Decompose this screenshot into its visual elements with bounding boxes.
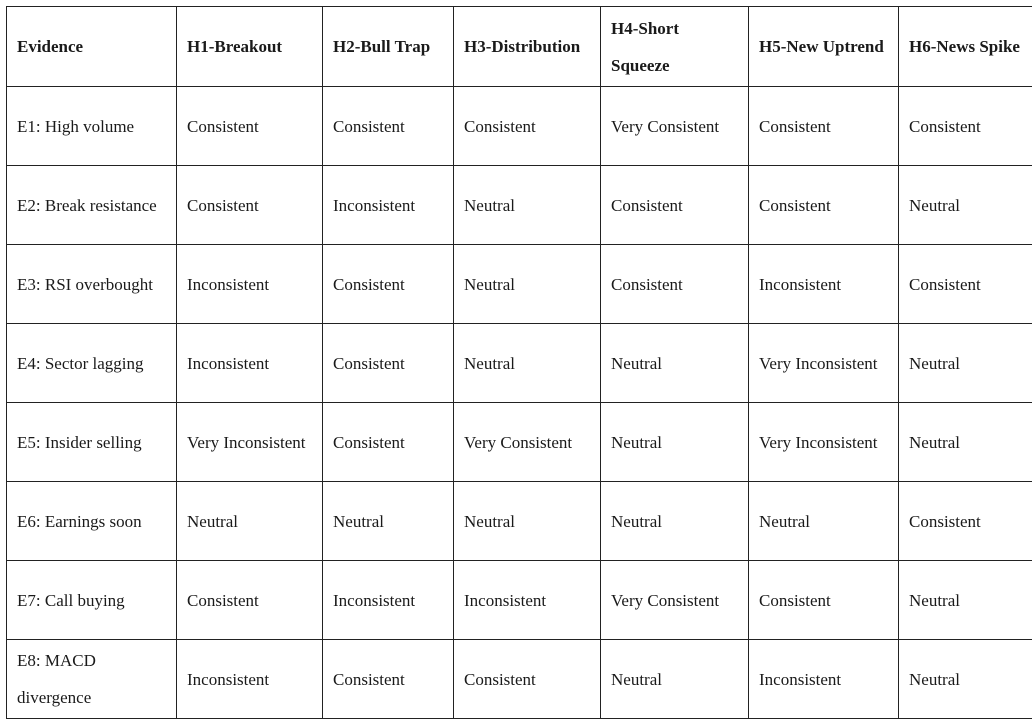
rating-cell: Neutral: [899, 640, 1032, 719]
column-header-h4: H4-Short Squeeze: [601, 7, 749, 87]
evidence-cell: E2: Break resistance: [7, 166, 177, 245]
rating-cell: Consistent: [899, 245, 1032, 324]
table-row: [7, 561, 1032, 640]
table-row: [7, 640, 1032, 719]
rating-cell: Consistent: [749, 166, 899, 245]
evidence-cell: E4: Sector lagging: [7, 324, 177, 403]
evidence-hypothesis-matrix: [6, 6, 1032, 719]
rating-cell: Neutral: [454, 324, 601, 403]
rating-cell: Neutral: [454, 482, 601, 561]
rating-cell: Neutral: [454, 245, 601, 324]
rating-cell: Neutral: [454, 166, 601, 245]
evidence-cell: E7: Call buying: [7, 561, 177, 640]
rating-cell: Neutral: [601, 403, 749, 482]
rating-cell: Neutral: [749, 482, 899, 561]
rating-cell: Inconsistent: [177, 324, 323, 403]
rating-cell: Inconsistent: [749, 245, 899, 324]
column-header-h3: H3-Distribution: [454, 7, 601, 87]
rating-cell: Neutral: [601, 482, 749, 561]
rating-cell: Very Consistent: [601, 561, 749, 640]
rating-cell: Inconsistent: [749, 640, 899, 719]
rating-cell: Very Inconsistent: [177, 403, 323, 482]
table-row: [7, 403, 1032, 482]
rating-cell: Neutral: [899, 166, 1032, 245]
rating-cell: Consistent: [899, 87, 1032, 166]
rating-cell: Consistent: [749, 561, 899, 640]
column-header-evidence: Evidence: [7, 7, 177, 87]
rating-cell: Consistent: [323, 403, 454, 482]
rating-cell: Inconsistent: [454, 561, 601, 640]
rating-cell: Neutral: [899, 324, 1032, 403]
evidence-cell: E6: Earnings soon: [7, 482, 177, 561]
rating-cell: Very Consistent: [454, 403, 601, 482]
table-row: [7, 245, 1032, 324]
table-row: [7, 87, 1032, 166]
rating-cell: Consistent: [749, 87, 899, 166]
rating-cell: Neutral: [899, 403, 1032, 482]
rating-cell: Inconsistent: [177, 245, 323, 324]
table-row: [7, 324, 1032, 403]
rating-cell: Consistent: [323, 324, 454, 403]
rating-cell: Consistent: [601, 245, 749, 324]
column-header-h2: H2-Bull Trap: [323, 7, 454, 87]
evidence-cell: E5: Insider selling: [7, 403, 177, 482]
evidence-cell: E1: High volume: [7, 87, 177, 166]
rating-cell: Neutral: [323, 482, 454, 561]
rating-cell: Consistent: [323, 87, 454, 166]
rating-cell: Inconsistent: [177, 640, 323, 719]
rating-cell: Consistent: [177, 561, 323, 640]
rating-cell: Consistent: [601, 166, 749, 245]
rating-cell: Consistent: [177, 87, 323, 166]
rating-cell: Neutral: [601, 324, 749, 403]
rating-cell: Very Inconsistent: [749, 324, 899, 403]
rating-cell: Consistent: [899, 482, 1032, 561]
rating-cell: Consistent: [454, 640, 601, 719]
rating-cell: Very Consistent: [601, 87, 749, 166]
rating-cell: Very Inconsistent: [749, 403, 899, 482]
rating-cell: Consistent: [323, 640, 454, 719]
rating-cell: Neutral: [601, 640, 749, 719]
table-row: [7, 482, 1032, 561]
rating-cell: Inconsistent: [323, 561, 454, 640]
rating-cell: Neutral: [899, 561, 1032, 640]
table-row: [7, 166, 1032, 245]
rating-cell: Neutral: [177, 482, 323, 561]
column-header-h1: H1-Breakout: [177, 7, 323, 87]
rating-cell: Consistent: [323, 245, 454, 324]
evidence-cell: E8: MACD divergence: [7, 640, 177, 719]
column-header-h6: H6-News Spike: [899, 7, 1032, 87]
rating-cell: Consistent: [454, 87, 601, 166]
header-row: [7, 7, 1032, 87]
rating-cell: Inconsistent: [323, 166, 454, 245]
column-header-h5: H5-New Uptrend: [749, 7, 899, 87]
rating-cell: Consistent: [177, 166, 323, 245]
evidence-cell: E3: RSI overbought: [7, 245, 177, 324]
